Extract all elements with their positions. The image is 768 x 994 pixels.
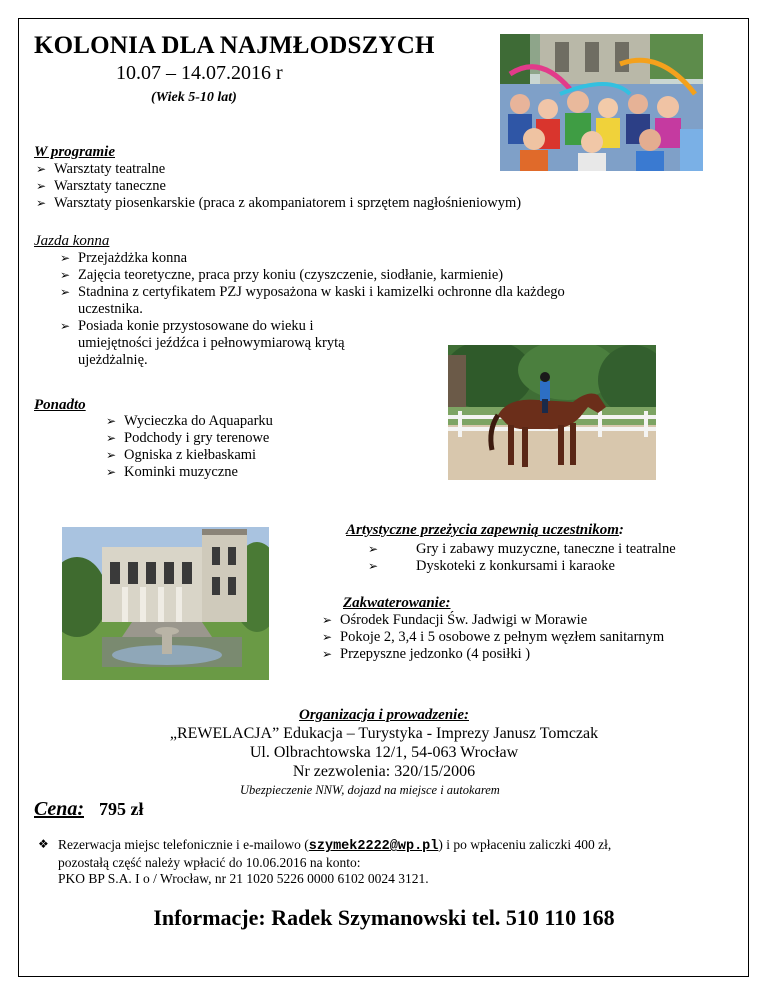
list-item: ➢ Stadnina z certyfikatem PZJ wyposażona w kaski i kamizelki ochronne dla każdego uczestnika. (58, 284, 698, 318)
list-item: ➢ Kominki muzyczne (104, 464, 273, 481)
artistic-list (366, 541, 676, 575)
insurance-note: Ubezpieczenie NNW, dojazd na miejsce i autokarem (240, 783, 500, 797)
list-item: ➢ Wycieczka do Aquaparku (104, 413, 273, 430)
extra-list (104, 413, 273, 481)
list-item: ➢ Przejażdżka konna (58, 250, 698, 267)
price (34, 798, 144, 821)
price-label: Cena: (34, 798, 84, 820)
list-item: ➢ Warsztaty taneczne (34, 178, 521, 195)
diamond-bullet-icon: ❖ (38, 837, 49, 851)
age-range: (Wiek 5-10 lat) (151, 90, 237, 105)
list-item: ➢ Gry i zabawy muzyczne, taneczne i teatralne (366, 541, 676, 558)
price-value: 795 zł (99, 799, 144, 819)
building-photo (62, 527, 269, 680)
list-item: ➢ Posiada konie przystosowane do wieku i umiejętności jeźdźca i pełnowymiarową krytą ujeżdżalnię. (58, 318, 698, 369)
riding-heading: Jazda konna (34, 233, 110, 249)
list-item: ➢ Warsztaty piosenkarskie (praca z akompaniatorem i sprzętem nagłośnieniowym) (34, 195, 521, 212)
list-item: ➢ Warsztaty teatralne (34, 161, 521, 178)
organizer-address: Ul. Olbrachtowska 12/1, 54-063 Wrocław (249, 744, 519, 761)
accommodation-heading: Zakwaterowanie: (343, 595, 451, 611)
reservation-info: Rezerwacja miejsc telefonicznie i e-mailowo (szymek2222@wp.pl) i po wpłaceniu zaliczki 400 zł, pozostałą część należy wpłacić do 10.06.2016 na konto: PKO BP S.A. I o / Wrocław, nr 21 1020 5226 0000 6102 0024 3121. (58, 837, 612, 886)
program-heading: W programie (34, 144, 115, 160)
page-title: KOLONIA DLA NAJMŁODSZYCH (34, 32, 435, 59)
accommodation-list (320, 612, 664, 663)
extra-heading: Ponadto (34, 397, 86, 413)
list-item: ➢ Ośrodek Fundacji Św. Jadwigi w Morawie (320, 612, 664, 629)
list-item: ➢ Podchody i gry terenowe (104, 430, 273, 447)
children-photo (500, 34, 703, 171)
organization-heading: Organizacja i prowadzenie: (298, 707, 469, 723)
list-item: ➢ Pokoje 2, 3,4 i 5 osobowe z pełnym węzłem sanitarnym (320, 629, 664, 646)
organizer-name: „REWELACJA” Edukacja – Turystyka - Imprezy Janusz Tomczak (169, 725, 599, 742)
program-list (34, 161, 521, 212)
list-item: ➢ Przepyszne jedzonko (4 posiłki ) (320, 646, 664, 663)
email-link[interactable]: szymek2222@wp.pl (308, 839, 439, 854)
camp-dates: 10.07 – 14.07.2016 r (116, 62, 283, 84)
list-item: ➢ Zajęcia teoretyczne, praca przy koniu (czyszczenie, siodłanie, karmienie) (58, 267, 698, 284)
horse-riding-photo (448, 345, 656, 480)
contact-info: Informacje: Radek Szymanowski tel. 510 110 168 (153, 905, 615, 930)
list-item: ➢ Ogniska z kiełbaskami (104, 447, 273, 464)
artistic-heading: Artystyczne przeżycia zapewnią uczestnikom: (346, 522, 624, 538)
permit-number: Nr zezwolenia: 320/15/2006 (292, 763, 476, 780)
list-item: ➢ Dyskoteki z konkursami i karaoke (366, 558, 676, 575)
